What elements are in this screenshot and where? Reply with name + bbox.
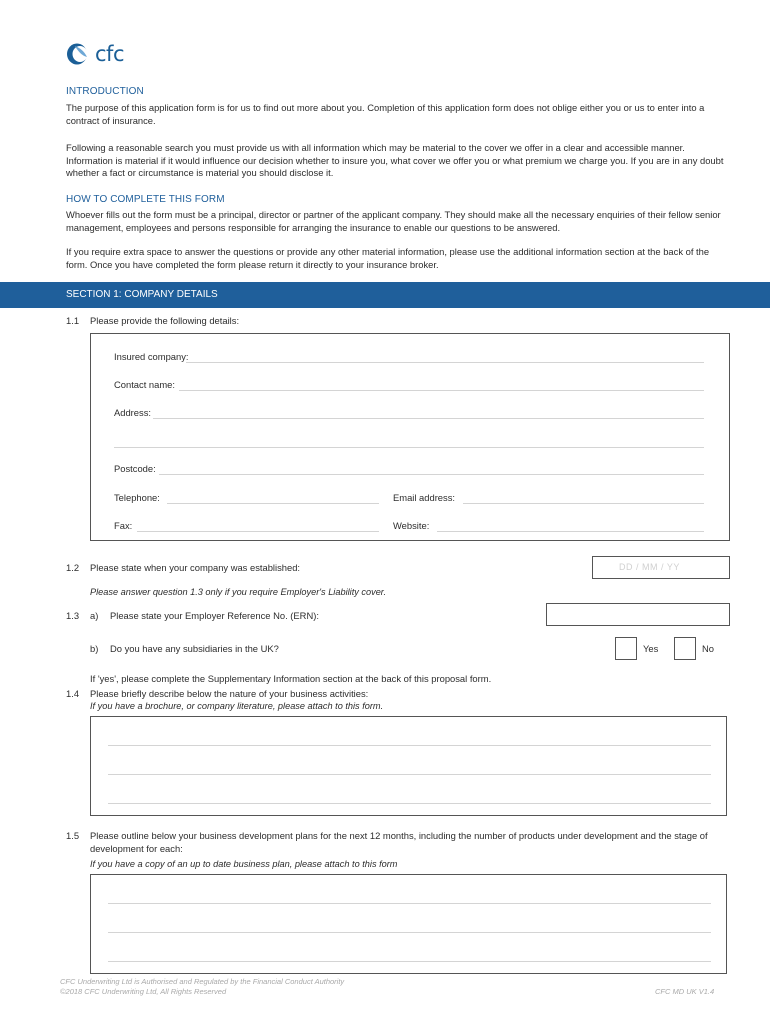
ern-input[interactable] [546,603,730,626]
subsidiaries-yes-checkbox[interactable] [615,637,637,660]
insured-company-label: Insured company: [114,351,189,362]
q1-3b-text: Do you have any subsidiaries in the UK? [110,643,279,654]
q1-1-text: Please provide the following details: [90,315,240,326]
footer-form-code: CFC MD UK V1.4 [655,987,715,996]
how-to-heading: HOW TO COMPLETE THIS FORM [66,194,225,205]
telephone-field[interactable] [167,503,379,504]
section-1-title: SECTION 1: COMPANY DETAILS [66,289,218,300]
website-label: Website: [393,520,430,531]
cfc-logo-icon [66,42,92,66]
address-label: Address: [114,407,151,418]
q1-5-text: Please outline below your business development plans for the next 12 months, including the number of products under development and the stage of development for each: [90,830,708,854]
q1-1-number: 1.1 [66,315,80,326]
answer-line [108,932,711,933]
answer-line [108,774,711,775]
established-date-placeholder: DD / MM / YY [619,562,680,572]
postcode-field[interactable] [159,474,704,475]
intro-paragraph-2: Following a reasonable search you must provide us with all information which may be material to the cover we offer in a clear and accessible manner. Information is material if it would influence our decision whether to insure you, what cover we offer you or what premium we charge you. If you are in any doubt whether a fact or circumstance is material you should disclose it. [66,142,724,178]
employers-liability-note: Please answer question 1.3 only if you require Employer's Liability cover. [90,587,387,597]
telephone-label: Telephone: [114,492,160,503]
postcode-label: Postcode: [114,463,156,474]
q1-4-number: 1.4 [66,688,80,699]
answer-line [108,745,711,746]
company-details-box [90,333,730,541]
how-to-paragraph-2: If you require extra space to answer the questions or provide any other material information, please use the additional information section at the back of the form. Once you have completed the form please return it directly to your insurance broker. [66,246,710,270]
q1-3a-text: Please state your Employer Reference No. (ERN): [110,610,319,621]
established-date-input[interactable] [592,556,730,579]
q1-5-note: If you have a copy of an up to date business plan, please attach to this form [90,859,398,869]
business-plans-textarea[interactable] [90,874,727,974]
email-label: Email address: [393,492,456,503]
answer-line [108,903,711,904]
section-1-header [0,282,770,308]
q1-5-number: 1.5 [66,830,80,841]
how-to-paragraph-1: Whoever fills out the form must be a principal, director or partner of the applicant company. They should make all the necessary enquiries of their fellow senior management, employees and persons responsible for arranging the insurance to enable our questions to be answered. [66,209,721,233]
intro-heading: INTRODUCTION [66,86,144,97]
q1-2-number: 1.2 [66,562,80,573]
contact-name-label: Contact name: [114,379,175,390]
fax-label: Fax: [114,520,133,531]
q1-3-number: 1.3 [66,610,80,621]
subsidiaries-no-checkbox[interactable] [674,637,696,660]
logo-text: cfc [95,42,124,66]
q1-4-note: If you have a brochure, or company literature, please attach to this form. [90,701,384,711]
q1-4-text: Please briefly describe below the nature of your business activities: [90,688,369,699]
intro-paragraph-1: The purpose of this application form is for us to find out more about you. Completion of this application form does not oblige either you or us to enter into a contract of insurance. [66,102,705,126]
subsidiaries-yes-label: Yes [643,643,659,654]
website-field[interactable] [437,531,704,532]
fax-field[interactable] [137,531,379,532]
cfc-logo [66,42,124,66]
q1-3-followup: If 'yes', please complete the Supplementary Information section at the back of this proposal form. [90,673,492,684]
footer-regulation-text: CFC Underwriting Ltd is Authorised and Regulated by the Financial Conduct Authority [60,977,345,986]
subsidiaries-no-label: No [702,643,714,654]
insured-company-field[interactable] [186,362,704,363]
business-activities-textarea[interactable] [90,716,727,816]
answer-line [108,961,711,962]
address-field-line-2[interactable] [114,447,704,448]
address-field-line-1[interactable] [153,418,704,419]
answer-line [108,803,711,804]
email-field[interactable] [463,503,704,504]
contact-name-field[interactable] [179,390,704,391]
q1-3b-label: b) [90,643,99,654]
q1-3a-label: a) [90,610,99,621]
footer-copyright-text: ©2018 CFC Underwriting Ltd, All Rights Reserved [60,987,227,996]
q1-2-text: Please state when your company was established: [90,562,301,573]
